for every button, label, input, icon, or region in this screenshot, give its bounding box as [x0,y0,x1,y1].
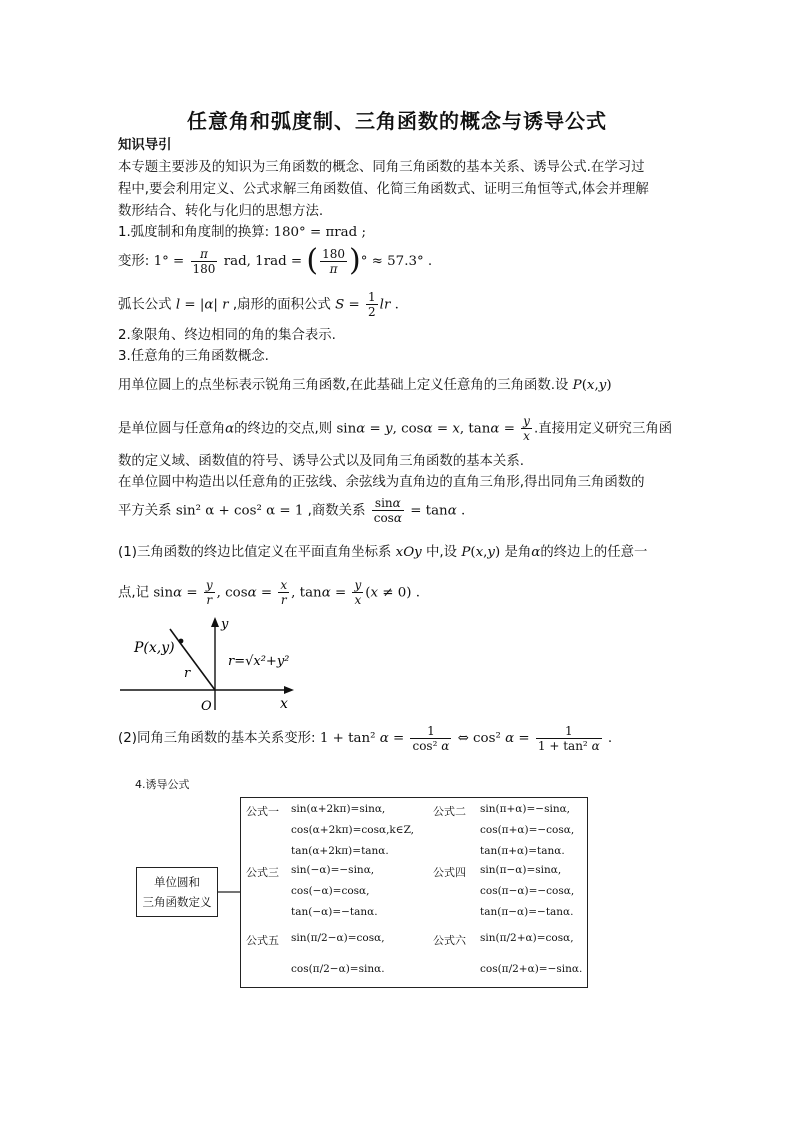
part-2-line: (2)同角三角函数的基本关系变形: 1 + tan² α = $\frac{1}{\text{cos² α}}$ ⇔ cos² α = $\frac{1}{\text{1 + tan² α}}$ . [118,723,613,753]
part-1-line-2: 点,记 sinα = $\frac{y}{r}$ , cosα = $\frac{x}{r}$ , tanα = $\frac{y}{x}$ (x ≠ 0) . [118,578,421,607]
formula-group-2-name: 公式二 [433,805,466,818]
intro-line-3: 数形结合、转化与化归的思想方法. [118,204,324,219]
x-axis-label: x [280,696,288,712]
formula-group-6-name: 公式六 [433,934,466,947]
arc-line: 弧长公式 l = |α| r ,扇形的面积公式 S = $\frac{1}{2}$ lr . [118,290,399,319]
part-1-line-1: (1)三角函数的终边比值定义在平面直角坐标系 xOy 中,设 P(x,y) 是角α的终边上的任意一 [118,545,648,560]
y-axis-label: y [221,617,229,632]
transform-line: 变形: 1° = $\frac{\pi}{180}$ rad, 1rad = ( $\frac{180}{\pi}$ )° ≈ 57.3° . [118,243,433,278]
formula-2-line-1: sin(π+α)=−sinα, [480,803,571,815]
formula-2-line-2: cos(π+α)=−cosα, [480,824,575,836]
180-over-pi: $\frac{180}{\pi}$ [322,246,346,276]
formula-group-1-name: 公式一 [246,805,279,818]
arc-label: 弧长公式 [118,297,172,313]
intro-line-2: 程中,要会利用定义、公式求解三角函数值、化简三角函数式、证明三角恒等式,体会并理解 [118,182,649,197]
unit-circle-line-4: 在单位圆中构造出以任意角的正弦线、余弦线为直角边的直角三角形,得出同角三角函数的 [118,475,645,490]
item-3: 3.任意角的三角函数概念. [118,349,269,364]
sector-label: ,扇形的面积公式 [232,297,331,313]
formula-4-line-3: tan(π−α)=−tanα. [480,906,574,918]
unit-circle-line-1: 用单位圆上的点坐标表示锐角三角函数,在此基础上定义任意角的三角函数.设 P(x,y) [118,378,612,393]
item-1-formula: 180° = πrad ; [273,225,366,240]
intro-line-1: 本专题主要涉及的知识为三角函数的概念、同角三角函数的基本关系、诱导公式.在学习过 [118,160,645,175]
pi-over-180: $\frac{\pi}{180}$ [192,246,216,276]
definition-box: 单位圆和 三角函数定义 [136,867,218,917]
item-1-label: 1.弧度制和角度制的换算: [118,225,270,240]
formula-group-5-name: 公式五 [246,934,279,947]
formula-3-line-3: tan(−α)=−tanα. [291,906,378,918]
formula-group-3-name: 公式三 [246,866,279,879]
formula-4-line-1: sin(π−α)=sinα, [480,864,562,876]
transform-label: 变形: [118,254,150,269]
origin-label: O [201,699,212,714]
square-relation-line: 平方关系 sin² α + cos² α = 1 ,商数关系 $\frac{\sin\alpha}{\cos\alpha}$ = tanα . [118,496,466,525]
formula-3-line-1: sin(−α)=−sinα, [291,864,375,876]
formula-1-line-3: tan(α+2kπ)=tanα. [291,845,389,857]
formula-1-line-2: cos(α+2kπ)=cosα,k∈Z, [291,824,415,836]
square-formula: sin² α + cos² α = 1 [175,503,304,519]
unit-circle-line-2: 是单位圆与任意角α的终边的交点,则 sinα = y, cosα = x, tanα = $\frac{y}{x}$ .直接用定义研究三角函 [118,414,673,443]
item-2: 2.象限角、终边相同的角的集合表示. [118,328,336,343]
induction-heading: 4.诱导公式 [135,778,190,791]
section-heading: 知识导引 [118,138,172,153]
formula-2-line-3: tan(π+α)=tanα. [480,845,565,857]
formula-6-line-1: sin(π/2+α)=cosα, [480,932,574,944]
formula-3-line-2: cos(−α)=cosα, [291,885,370,897]
formula-5-line-1: sin(π/2−α)=cosα, [291,932,385,944]
r-formula: r=√x²+y² [228,654,290,669]
arc-formula: l = |α| r [175,297,229,313]
formula-6-line-2: cos(π/2+α)=−sinα. [480,963,583,975]
unit-circle-line-3: 数的定义域、函数值的符号、诱导公式以及同角三角函数的基本关系. [118,454,524,469]
formula-4-line-2: cos(π−α)=−cosα, [480,885,575,897]
point-label: P(x,y) [134,640,175,656]
formula-group-4-name: 公式四 [433,866,466,879]
formula-5-line-2: cos(π/2−α)=sinα. [291,963,385,975]
formula-1-line-1: sin(α+2kπ)=sinα, [291,803,386,815]
r-label: r [184,666,191,681]
page-title: 任意角和弧度制、三角函数的概念与诱导公式 [187,109,607,133]
